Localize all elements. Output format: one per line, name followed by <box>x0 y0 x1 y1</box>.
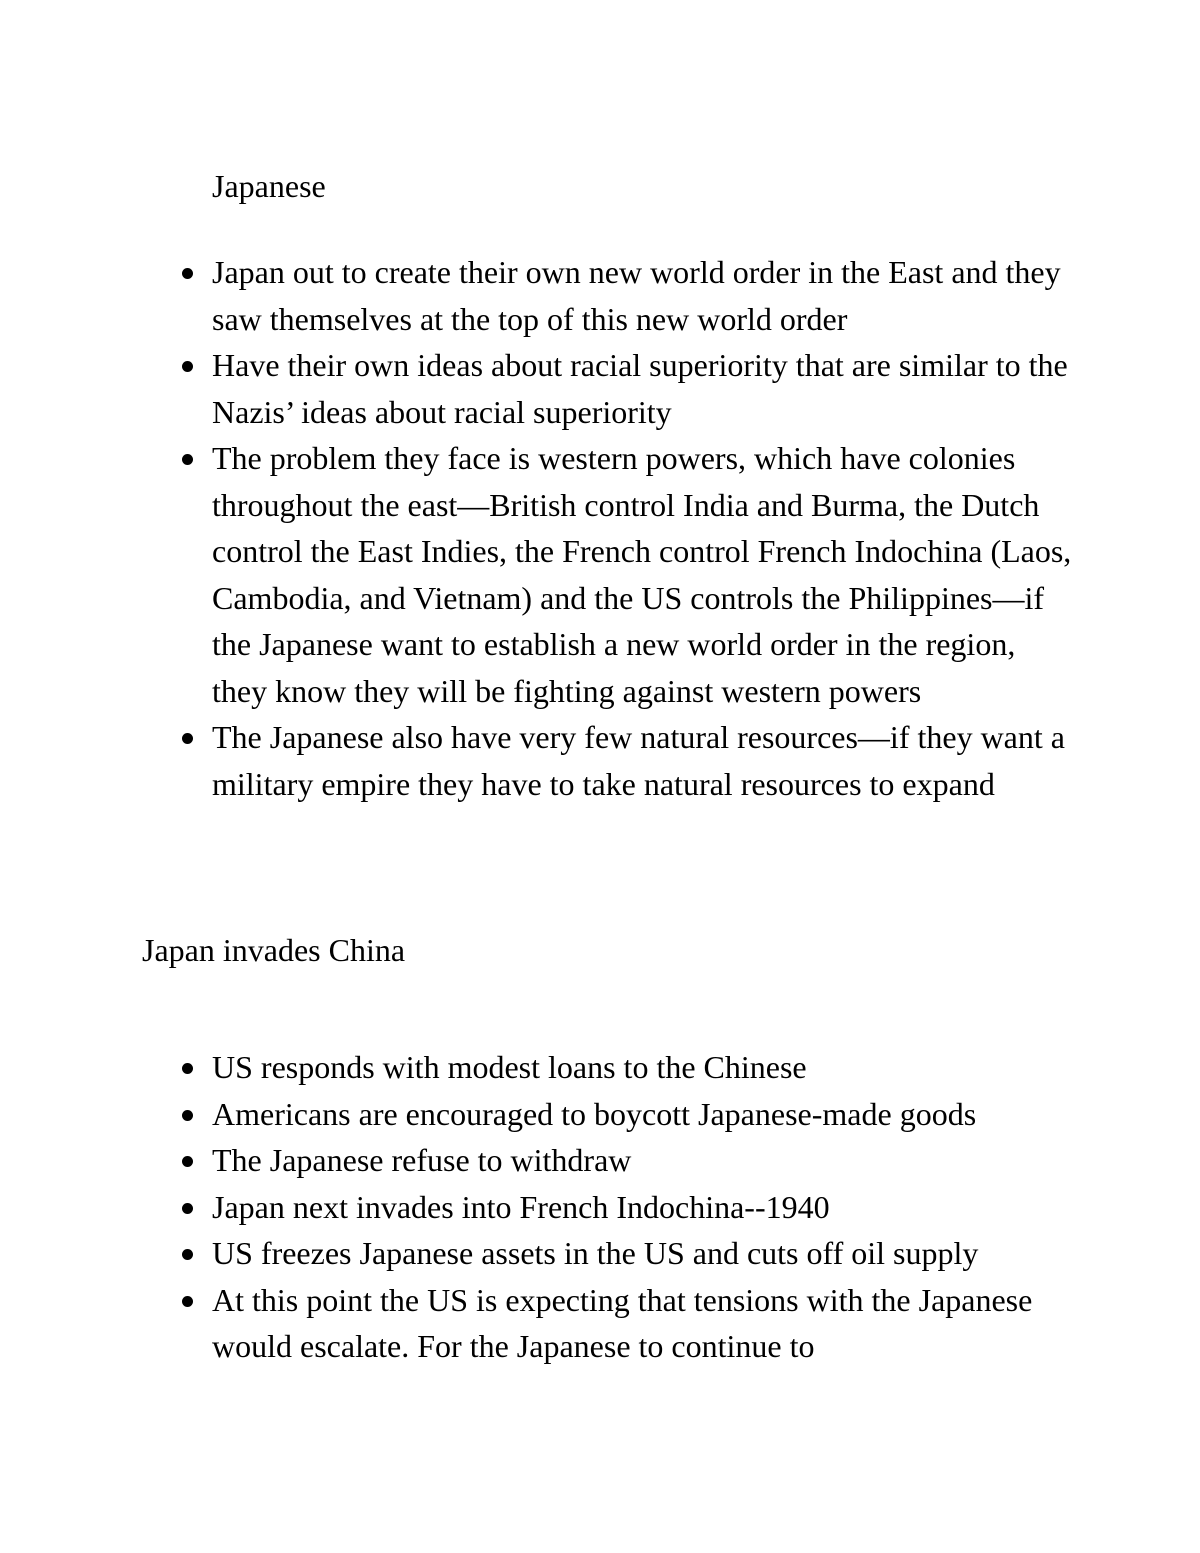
bullet-icon <box>182 454 193 465</box>
bullet-icon <box>182 1296 193 1307</box>
list-item-text: The Japanese refuse to withdraw <box>212 1142 632 1178</box>
list-item <box>212 435 1072 714</box>
bullet-icon <box>182 733 193 744</box>
bullet-icon <box>182 1203 193 1214</box>
list-item-text: At this point the US is expecting that tensions with the Japanese would escalate. For the Japanese to continue to <box>212 1281 1033 1364</box>
list-item <box>212 1137 1072 1184</box>
bullet-icon <box>182 1156 193 1167</box>
list-item <box>212 342 1072 435</box>
list-item <box>212 249 1072 342</box>
list-item-text: US freezes Japanese assets in the US and cuts off oil supply <box>212 1235 979 1271</box>
bullet-list-japan-invades-china <box>212 1044 1072 1370</box>
bullet-list-japanese <box>212 249 1072 807</box>
bullet-icon <box>182 268 193 279</box>
bullet-icon <box>182 361 193 372</box>
list-item-text: Have their own ideas about racial superiority that are similar to the Nazis’ ideas about racial superiority <box>212 347 1068 430</box>
list-item-text: The problem they face is western powers, which have colonies throughout the east—British control India and Burma, the Dutch control the East Indies, the French control French Indochina (Laos, Cambodia, and Vietnam) and the US controls the Philippines—if the Japanese want to establish a new world order in the region, they know they will be fighting against western powers <box>212 440 1072 709</box>
list-item-text: Japan next invades into French Indochina--1940 <box>212 1188 830 1225</box>
list-item-text: Americans are encouraged to boycott Japanese-made goods <box>212 1095 977 1132</box>
bullet-icon <box>182 1249 193 1260</box>
list-item <box>212 1277 1072 1370</box>
list-item <box>212 1044 1072 1091</box>
list-item <box>212 714 1072 807</box>
bullet-icon <box>182 1110 193 1121</box>
list-item-text: Japan out to create their own new world order in the East and they saw themselves at the top of this new world order <box>212 254 1061 337</box>
list-item <box>212 1230 1072 1277</box>
list-item <box>212 1091 1072 1138</box>
section-heading-japanese: Japanese <box>212 168 326 204</box>
list-item-text: US responds with modest loans to the Chinese <box>212 1049 807 1085</box>
list-item <box>212 1184 1072 1231</box>
section-heading-japan-invades-china: Japan invades China <box>142 932 406 968</box>
list-item-text: The Japanese also have very few natural resources—if they want a military empire they have to take natural resources to expand <box>212 719 1065 802</box>
bullet-icon <box>182 1063 193 1074</box>
